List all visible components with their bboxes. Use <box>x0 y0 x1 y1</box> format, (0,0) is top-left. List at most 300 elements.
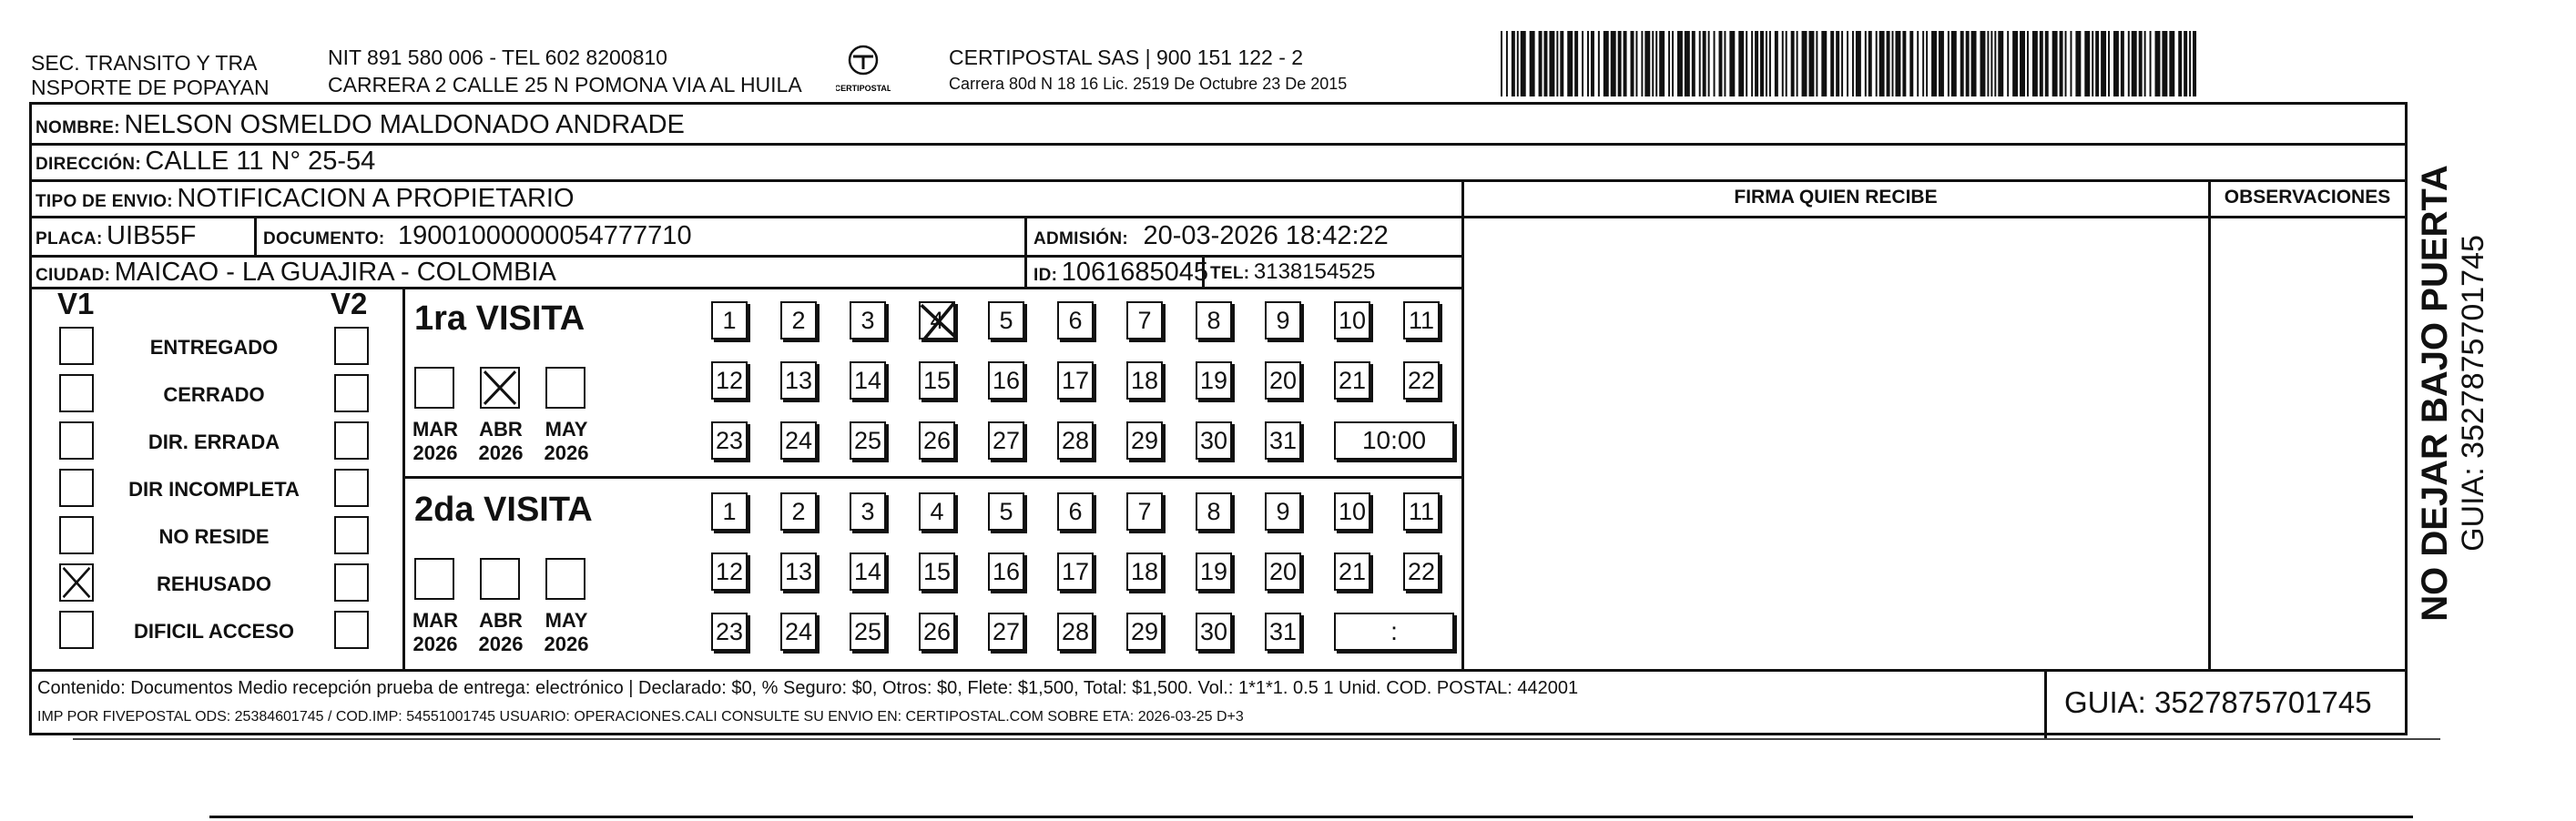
barcode-bar <box>1892 31 1894 96</box>
barcode-bar <box>1926 31 1928 96</box>
barcode-bar <box>1738 31 1744 96</box>
reason-v1-checkbox[interactable] <box>59 469 94 507</box>
day-number: 18 <box>1130 367 1159 394</box>
delivery-form <box>29 102 2408 735</box>
day-number: 13 <box>784 558 813 585</box>
day-number: 15 <box>922 367 952 394</box>
barcode-bar <box>1560 31 1563 96</box>
barcode-bar <box>1659 31 1665 96</box>
barcode-bar <box>1556 31 1558 96</box>
month-year: 2026 <box>478 633 524 655</box>
reason-label: DIFICIL ACCESO <box>133 620 294 643</box>
reason-v1-checkbox[interactable] <box>59 374 94 412</box>
day-box[interactable] <box>780 492 817 531</box>
day-number: 15 <box>922 558 952 585</box>
day-number: 1 <box>722 307 737 334</box>
day-box[interactable] <box>711 301 748 340</box>
reason-v1-checkbox[interactable] <box>59 611 94 649</box>
barcode-bar <box>1791 31 1795 96</box>
day-number: 31 <box>1268 427 1298 454</box>
sender-block <box>31 51 270 100</box>
day-box[interactable] <box>919 421 955 460</box>
day-number: 30 <box>1199 427 1228 454</box>
day-box[interactable] <box>988 421 1024 460</box>
barcode-bar <box>1692 31 1695 96</box>
day-box[interactable] <box>1057 552 1094 591</box>
visit-time: : <box>1390 617 1398 645</box>
month-year: 2026 <box>544 633 589 655</box>
month-year: 2026 <box>478 441 524 464</box>
day-number: 20 <box>1268 558 1298 585</box>
barcode-bar <box>2040 31 2043 96</box>
barcode-bar <box>2121 31 2124 96</box>
barcode-bar <box>1644 31 1650 96</box>
barcode-bar <box>2070 31 2072 96</box>
barcode-bar <box>1847 31 1848 96</box>
license-line: Carrera 80d N 18 16 Lic. 2519 De Octubre 23 De 2015 <box>949 75 1348 93</box>
reason-v2-checkbox[interactable] <box>334 421 369 460</box>
barcode-bar <box>1512 31 1515 96</box>
day-box[interactable] <box>780 421 817 460</box>
day-number: 23 <box>715 618 744 645</box>
barcode-bar <box>1506 31 1508 96</box>
barcode-bar <box>2178 31 2182 96</box>
barcode <box>1501 31 2198 96</box>
month-name: MAR <box>412 609 459 632</box>
reason-label: CERRADO <box>163 383 265 406</box>
side-warning: NO DEJAR BAJO PUERTA <box>2415 165 2455 622</box>
shipment-type: NOTIFICACION A PROPIETARIO <box>177 184 575 213</box>
barcode-bar <box>2128 31 2130 96</box>
barcode-bar <box>1544 31 1548 96</box>
barcode-bar <box>1668 31 1670 96</box>
reason-v2-checkbox[interactable] <box>334 516 369 554</box>
day-number: 30 <box>1199 618 1228 645</box>
day-box[interactable] <box>1057 301 1094 340</box>
barcode-bar <box>1816 31 1817 96</box>
barcode-bar <box>1539 31 1543 96</box>
barcode-bar <box>1951 31 1957 96</box>
day-number: 9 <box>1276 307 1290 334</box>
reason-v2-checkbox[interactable] <box>334 469 369 507</box>
sender-line-1: SEC. TRANSITO Y TRA <box>31 51 258 75</box>
month-label <box>535 609 598 656</box>
day-number: 28 <box>1061 427 1090 454</box>
document-label: DOCUMENTO: <box>263 229 385 248</box>
barcode-bar <box>2075 31 2081 96</box>
visit-time-box[interactable] <box>1334 421 1454 460</box>
day-box[interactable] <box>1265 421 1301 460</box>
barcode-bar <box>1521 31 1526 96</box>
barcode-bar <box>1931 31 1937 96</box>
sender-contact-block <box>328 46 802 97</box>
barcode-bar <box>1624 31 1627 96</box>
reason-label: ENTREGADO <box>149 336 279 359</box>
barcode-bar <box>2189 31 2191 96</box>
day-number: 19 <box>1199 367 1228 394</box>
day-number: 11 <box>1408 498 1435 525</box>
day-box[interactable] <box>1334 552 1370 591</box>
signature-header: FIRMA QUIEN RECIBE <box>1734 187 1938 208</box>
reason-v2-checkbox[interactable] <box>334 327 369 365</box>
day-number: 20 <box>1268 367 1298 394</box>
barcode-bar <box>1567 31 1573 96</box>
type-row <box>36 183 575 218</box>
day-box[interactable] <box>988 301 1024 340</box>
v1-header: V1 <box>57 287 95 320</box>
day-box[interactable] <box>919 301 955 340</box>
barcode-bar <box>1830 31 1834 96</box>
barcode-bar <box>1865 31 1867 96</box>
day-box[interactable] <box>1265 361 1301 400</box>
barcode-bar <box>2027 31 2029 96</box>
month-checkbox[interactable] <box>545 367 585 409</box>
address-line: CARRERA 2 CALLE 25 N POMONA VIA AL HUILA <box>328 73 802 96</box>
visit-time: 10:00 <box>1361 426 1427 454</box>
barcode-bar <box>1939 31 1944 96</box>
v2-header: V2 <box>331 287 368 320</box>
day-number: 21 <box>1338 367 1367 394</box>
barcode-bar <box>2065 31 2067 96</box>
month-label <box>403 609 467 656</box>
day-box[interactable] <box>1403 552 1440 591</box>
day-box[interactable] <box>919 492 955 531</box>
company-line: CERTIPOSTAL SAS | 900 151 122 - 2 <box>949 46 1304 69</box>
day-number: 16 <box>992 367 1021 394</box>
day-number: 27 <box>992 427 1021 454</box>
day-number: 10 <box>1338 498 1367 525</box>
day-number: 14 <box>853 558 882 585</box>
day-box[interactable] <box>780 552 817 591</box>
certipostal-logo <box>836 42 891 98</box>
day-box[interactable] <box>1196 552 1232 591</box>
visit-time-box[interactable] <box>1334 613 1454 651</box>
day-box[interactable] <box>1196 492 1232 531</box>
visit-title: 1ra VISITA <box>414 299 585 338</box>
barcode-bar <box>2020 31 2025 96</box>
day-number: 4 <box>930 307 944 334</box>
admission-label: ADMISIÓN: <box>1033 229 1129 248</box>
side-panel <box>2408 146 2489 655</box>
month-checkbox[interactable] <box>480 367 520 409</box>
month-name: MAY <box>545 418 588 441</box>
barcode-bar <box>1574 31 1578 96</box>
barcode-bar <box>1703 31 1706 96</box>
month-year: 2026 <box>412 633 458 655</box>
id-cell <box>1033 257 1208 292</box>
barcode-bar <box>1587 31 1589 96</box>
barcode-bar <box>1641 31 1643 96</box>
barcode-bar <box>2162 31 2167 96</box>
barcode-bar <box>1582 31 1583 96</box>
reason-label: DIR INCOMPLETA <box>128 478 300 501</box>
day-number: 26 <box>922 427 952 454</box>
barcode-bar <box>1917 31 1919 96</box>
barcode-bar <box>1708 31 1710 96</box>
barcode-bar <box>1618 31 1622 96</box>
reason-v1-checkbox[interactable] <box>59 563 94 602</box>
day-box[interactable] <box>1265 492 1301 531</box>
day-box[interactable] <box>1334 301 1370 340</box>
city-label: CIUDAD: <box>36 266 111 285</box>
day-number: 22 <box>1407 558 1436 585</box>
day-box[interactable] <box>1403 301 1440 340</box>
day-box[interactable] <box>1126 492 1163 531</box>
day-mark-icon <box>917 298 961 343</box>
day-box[interactable] <box>1196 421 1232 460</box>
barcode-bar <box>1719 31 1723 96</box>
barcode-bar <box>2155 31 2161 96</box>
day-box[interactable] <box>1126 613 1163 651</box>
month-name: ABR <box>479 609 523 632</box>
barcode-bar <box>2095 31 2099 96</box>
day-number: 24 <box>784 618 813 645</box>
barcode-bar <box>1751 31 1753 96</box>
barcode-bar <box>1821 31 1827 96</box>
barcode-bar <box>2092 31 2093 96</box>
day-number: 2 <box>791 307 806 334</box>
reason-v2-checkbox[interactable] <box>334 563 369 602</box>
barcode-bar <box>2113 31 2119 96</box>
barcode-bar <box>2139 31 2143 96</box>
tel-label: TEL: <box>1210 264 1250 283</box>
day-box[interactable] <box>850 301 886 340</box>
day-box[interactable] <box>1265 552 1301 591</box>
day-number: 4 <box>930 498 944 525</box>
day-number: 3 <box>860 498 875 525</box>
name-row <box>36 109 685 145</box>
barcode-bar <box>1902 31 1906 96</box>
barcode-bar <box>1517 31 1519 96</box>
barcode-bar <box>1922 31 1924 96</box>
reason-v1-checkbox[interactable] <box>59 421 94 460</box>
day-box[interactable] <box>1196 613 1232 651</box>
barcode-bar <box>1530 31 1535 96</box>
plate-value: UIB55F <box>107 221 197 250</box>
barcode-bar <box>1991 31 1992 96</box>
day-box[interactable] <box>988 613 1024 651</box>
day-box[interactable] <box>711 421 748 460</box>
barcode-bar <box>1998 31 2003 96</box>
day-number: 10 <box>1338 307 1367 334</box>
barcode-bar <box>1775 31 1778 96</box>
observations-header: OBSERVACIONES <box>2224 187 2391 208</box>
sender-line-2: NSPORTE DE POPAYAN <box>31 76 270 99</box>
barcode-bar <box>1960 31 1964 96</box>
day-box[interactable] <box>1265 301 1301 340</box>
barcode-bar <box>1766 31 1767 96</box>
barcode-bar <box>2184 31 2187 96</box>
month-checkbox[interactable] <box>545 558 585 600</box>
barcode-bar <box>1980 31 1986 96</box>
barcode-bar <box>2007 31 2009 96</box>
day-box[interactable] <box>988 552 1024 591</box>
day-number: 8 <box>1207 498 1221 525</box>
barcode-bar <box>1782 31 1784 96</box>
day-number: 25 <box>853 427 882 454</box>
day-number: 8 <box>1207 307 1221 334</box>
plate-label: PLACA: <box>36 229 103 248</box>
content-line: Contenido: Documentos Medio recepción prueba de entrega: electrónico | Declarado: $0, % Seguro: $0, Otros: $0, Flete: $1,500, Total: $1,500. Vol.: 1*1*1. 0.5 1 Unid. COD. POSTAL: 442001 <box>37 678 1579 698</box>
id-value: 1061685045 <box>1061 258 1208 287</box>
day-box[interactable] <box>1126 301 1163 340</box>
month-checkbox[interactable] <box>480 558 520 600</box>
barcode-bar <box>1672 31 1674 96</box>
print-info-line: IMP POR FIVEPOSTAL ODS: 25384601745 / COD.IMP: 54551001745 USUARIO: OPERACIONES.CALI CONSULTE SU ENVIO EN: CERTIPOSTAL.COM SOBRE ETA: 2026-03-25 D+3 <box>37 709 1244 725</box>
day-box[interactable] <box>780 301 817 340</box>
barcode-bar <box>1591 31 1594 96</box>
side-guia: GUIA: 3527875701745 <box>2456 235 2490 552</box>
barcode-bar <box>2084 31 2090 96</box>
document-cell <box>263 220 692 256</box>
reason-v2-checkbox[interactable] <box>334 611 369 649</box>
id-label: ID: <box>1033 266 1058 285</box>
day-number: 12 <box>715 367 744 394</box>
barcode-bar <box>1635 31 1637 96</box>
day-box[interactable] <box>850 361 886 400</box>
day-box[interactable] <box>780 361 817 400</box>
day-number: 12 <box>715 558 744 585</box>
barcode-bar <box>1631 31 1634 96</box>
barcode-bar <box>1841 31 1843 96</box>
day-number: 1 <box>722 498 737 525</box>
barcode-bar <box>1802 31 1807 96</box>
day-box[interactable] <box>1334 492 1370 531</box>
day-box[interactable] <box>780 613 817 651</box>
month-checkbox[interactable] <box>414 367 454 409</box>
barcode-bar <box>1856 31 1861 96</box>
type-label: TIPO DE ENVIO: <box>36 192 173 211</box>
month-year: 2026 <box>412 441 458 464</box>
barcode-bar <box>1895 31 1900 96</box>
day-box[interactable] <box>919 361 955 400</box>
day-number: 17 <box>1061 558 1090 585</box>
admission-cell <box>1033 220 1389 256</box>
barcode-bar <box>1966 31 1970 96</box>
day-number: 21 <box>1338 558 1367 585</box>
city-cell <box>36 257 556 292</box>
company-block <box>949 46 1347 95</box>
day-number: 9 <box>1276 498 1290 525</box>
day-box[interactable] <box>1196 301 1232 340</box>
admission-value: 20-03-2026 18:42:22 <box>1143 221 1389 250</box>
recipient-name: NELSON OSMELDO MALDONADO ANDRADE <box>124 110 685 139</box>
day-number: 31 <box>1268 618 1298 645</box>
month-label <box>403 418 467 465</box>
day-number: 27 <box>992 618 1021 645</box>
address-label: DIRECCIÓN: <box>36 155 141 174</box>
name-label: NOMBRE: <box>36 118 120 137</box>
barcode-bar <box>1699 31 1701 96</box>
day-box[interactable] <box>711 361 748 400</box>
barcode-bar <box>1729 31 1735 96</box>
day-number: 29 <box>1130 427 1159 454</box>
day-box[interactable] <box>1057 613 1094 651</box>
day-box[interactable] <box>919 613 955 651</box>
barcode-bar <box>1677 31 1683 96</box>
barcode-bar <box>1994 31 1996 96</box>
tel-cell <box>1210 257 1375 290</box>
document-value: 19001000000054777710 <box>398 221 692 250</box>
day-box[interactable] <box>1057 361 1094 400</box>
day-box[interactable] <box>850 421 886 460</box>
day-number: 28 <box>1061 618 1090 645</box>
visit-title: 2da VISITA <box>414 491 593 529</box>
day-number: 13 <box>784 367 813 394</box>
barcode-bar <box>1836 31 1839 96</box>
day-box[interactable] <box>1057 421 1094 460</box>
reason-v1-checkbox[interactable] <box>59 327 94 365</box>
footer-guia: GUIA: 3527875701745 <box>2064 685 2372 719</box>
barcode-bar <box>1598 31 1600 96</box>
plate-cell <box>36 220 196 256</box>
reason-v1-checkbox[interactable] <box>59 516 94 554</box>
month-name: MAR <box>412 418 459 441</box>
day-number: 6 <box>1068 498 1083 525</box>
day-number: 25 <box>853 618 882 645</box>
barcode-bar <box>1876 31 1878 96</box>
barcode-bar <box>1909 31 1913 96</box>
day-box[interactable] <box>988 361 1024 400</box>
day-box[interactable] <box>711 492 748 531</box>
day-box[interactable] <box>850 492 886 531</box>
month-label <box>535 418 598 465</box>
day-number: 19 <box>1199 558 1228 585</box>
day-box[interactable] <box>988 492 1024 531</box>
day-box[interactable] <box>1126 361 1163 400</box>
bottom-rule <box>73 738 2440 740</box>
nit-line: NIT 891 580 006 - TEL 602 8200810 <box>328 46 667 69</box>
barcode-bar <box>1685 31 1690 96</box>
month-checkbox[interactable] <box>414 558 454 600</box>
day-box[interactable] <box>1334 361 1370 400</box>
day-box[interactable] <box>1196 361 1232 400</box>
barcode-bar <box>1724 31 1726 96</box>
day-box[interactable] <box>1403 361 1440 400</box>
day-number: 7 <box>1137 498 1152 525</box>
day-number: 22 <box>1407 367 1436 394</box>
barcode-bar <box>2032 31 2038 96</box>
month-year: 2026 <box>544 441 589 464</box>
day-box[interactable] <box>919 552 955 591</box>
day-number: 3 <box>860 307 875 334</box>
barcode-bar <box>2045 31 2049 96</box>
day-box[interactable] <box>1126 421 1163 460</box>
day-box[interactable] <box>1057 492 1094 531</box>
day-box[interactable] <box>711 552 748 591</box>
day-box[interactable] <box>1265 613 1301 651</box>
month-label <box>469 609 533 656</box>
barcode-bar <box>1868 31 1872 96</box>
barcode-bar <box>2108 31 2110 96</box>
month-name: MAY <box>545 609 588 632</box>
barcode-bar <box>1887 31 1890 96</box>
day-box[interactable] <box>711 613 748 651</box>
barcode-bar <box>1714 31 1716 96</box>
day-box[interactable] <box>1403 492 1440 531</box>
day-number: 5 <box>999 307 1013 334</box>
barcode-bar <box>2052 31 2058 96</box>
reason-label: DIR. ERRADA <box>148 431 280 453</box>
day-number: 29 <box>1130 618 1159 645</box>
day-number: 7 <box>1137 307 1152 334</box>
day-box[interactable] <box>1126 552 1163 591</box>
day-box[interactable] <box>850 613 886 651</box>
day-number: 18 <box>1130 558 1159 585</box>
reason-v2-checkbox[interactable] <box>334 374 369 412</box>
day-box[interactable] <box>850 552 886 591</box>
barcode-bar <box>2144 31 2146 96</box>
